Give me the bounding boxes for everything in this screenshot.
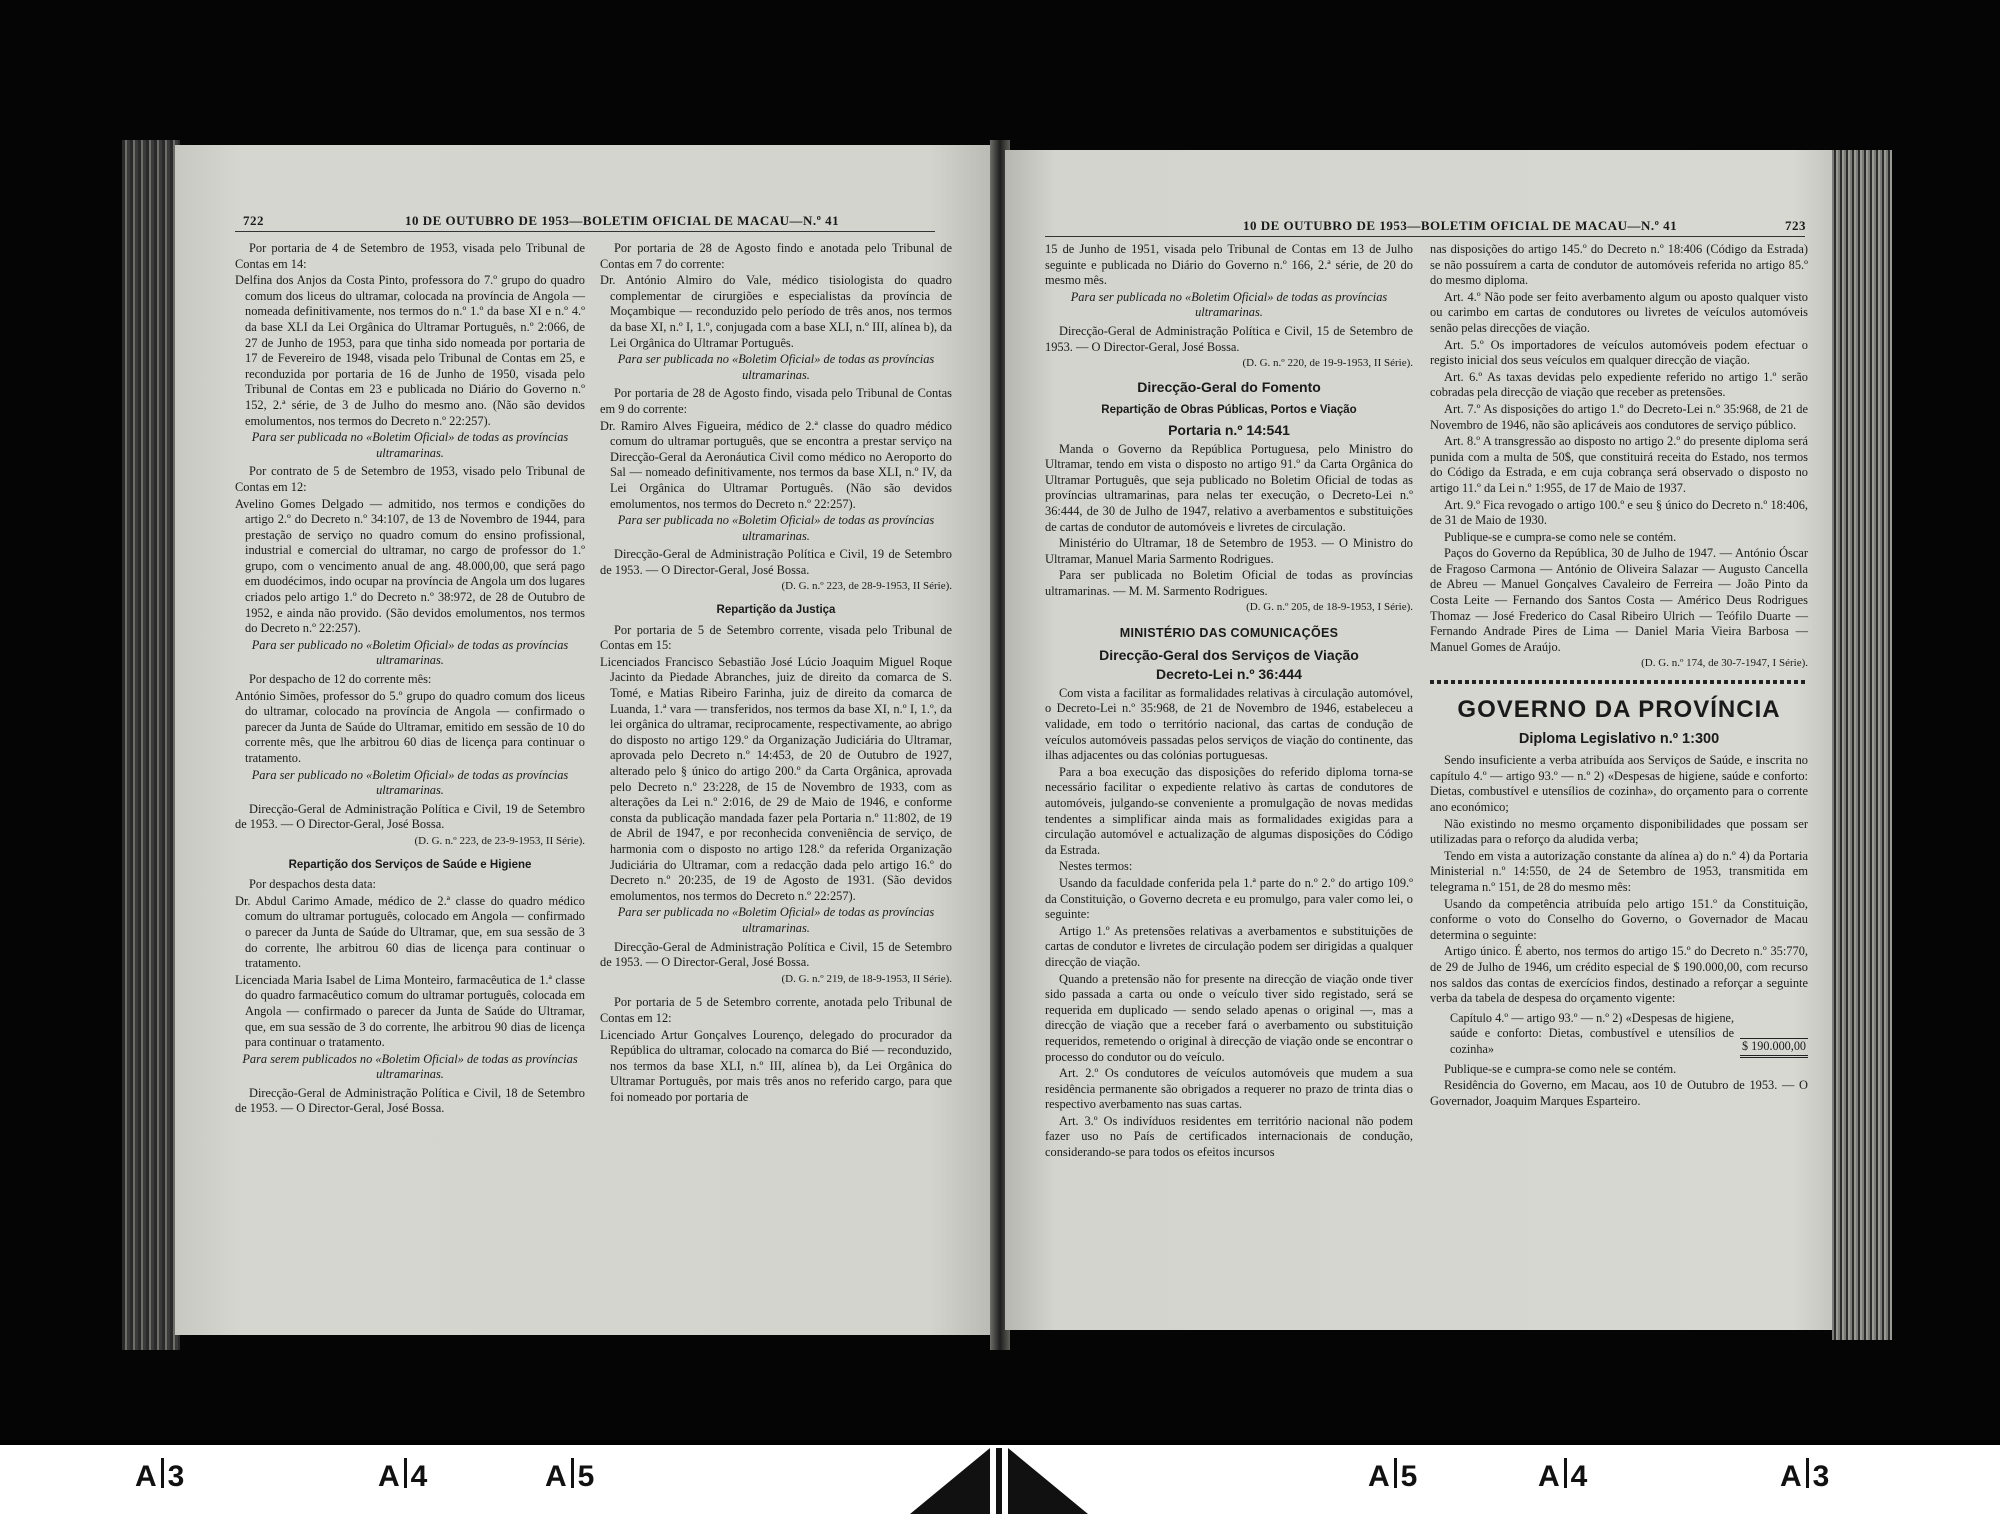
section-heading: Repartição da Justiça [716,604,836,617]
paragraph: Artigo 1.º As pretensões relativas a averbamentos e substituições de cartas de condutor e livretes de circulação podem ser dirigidas a qualquer direcção de viação. [1045,923,1413,969]
book-right-edge [1832,150,1892,1340]
entry: Licenciada Maria Isabel de Lima Monteiro, farmacêutica de 1.ª classe do quadro farmacêutico comum do ultramar português, colocada em Angola — confirmado o parecer da Junta de Saúde do Ultramar, que, em sua sessão de 3 do corrente, lhe arbitrou 90 dias de licença para continuar o tratamento. [235,972,585,1050]
publication-note: Para serem publicados no «Boletim Oficial» de todas as províncias ultramarinas. [242,1051,578,1082]
film-mark-a3-right: A 3 [1780,1460,1830,1493]
publication-note: Para ser publicado no «Boletim Oficial» de todas as províncias ultramarinas. [251,767,569,798]
entry: Dr. Ramiro Alves Figueira, médico de 2.ª classe do quadro médico comum do ultramar português, que se encontra a prestar serviço na Direcção-Geral da Aeronáutica Civil como médico no Aeroporto do Sal — nomeado definitivamente, nos termos da base XLI, n.º IV, da Lei Orgânica do Ultramar Português. (Não são devidos emolumentos, nos termos do Decreto n.º 22:257). [600,418,952,511]
paragraph: Tendo em vista a autorização constante da alínea a) do n.º 4) da Portaria Ministerial n.º 14:550, de 24 de Setembro de 1953, transmitida em telegrama n.º 151, de 28 do mesmo mês: [1430,848,1808,894]
paragraph: Art. 8.º A transgressão ao disposto no artigo 2.º do presente diploma será punida com a multa de 50$, que constituirá receita do Estado, nos termos do Código da Estrada, e em cuja cobrança será observado o disposto no artigo 11.º da Lei n.º 1:955, de 17 de Maio de 1937. [1430,434,1808,495]
entry: Dr. Abdul Carimo Amade, médico de 2.ª classe do quadro médico comum do ultramar português, colocado em Angola — confirmado o parecer da Junta de Saúde do Ultramar, que, em sua sessão de 3 do corrente, lhe arbitrou 60 dias de licença para continuar o tratamento. [235,893,585,971]
paragraph-continued: nas disposições do artigo 145.º do Decreto n.º 18:406 (Código da Estrada) se não possuírem a carta de condutor de automóveis referida no artigo 85.º do mesmo diploma. [1430,242,1808,288]
paragraph: Publique-se e cumpra-se como nele se contém. [1444,529,1677,544]
paragraph: Paços do Governo da República, 30 de Julho de 1947. — António Óscar de Fragoso Carmona — António de Oliveira Salazar — Augusto Cancella de Abreu — Manuel Gonçalves Cavaleiro de Ferreira — João Pinto da Costa Leite — Fernando dos Santos Costa — Américo Deus Rodrigues Thomaz — José Frederico do Casal Ribeiro Ulrich — Teófilo Duarte — Fernando Andrade Pires de Lima — Daniel Maria Vieira Barbosa — Manuel Gomes de Araújo. [1430,546,1808,654]
publication-note: Para ser publicada no «Boletim Oficial» de todas as províncias ultramarinas. [617,905,935,935]
publication-note: Para ser publicada no «Boletim Oficial» de todas as províncias ultramarinas. [1070,289,1388,320]
paragraph: Por portaria de 5 de Setembro corrente, anotada pelo Tribunal de Contas em 12: [600,995,952,1025]
page-number-left: 722 [243,213,264,228]
paragraph: Art. 4.º Não pode ser feito averbamento algum ou aposto qualquer visto ou carimbo em cartas de condutores ou livretes de veículos automóveis senão pelas direcções de viação. [1430,289,1808,335]
page-number-right: 723 [1785,218,1806,233]
header-rule [1045,236,1805,237]
paragraph-continued: 15 de Junho de 1951, visada pelo Tribunal de Contas em 13 de Julho seguinte e publicada no Diário do Governo n.º 166, 2.ª série, de 20 do mesmo mês. [1045,242,1413,288]
publication-note: Para ser publicada no «Boletim Oficial» de todas as províncias ultramarinas. [251,430,569,460]
paragraph: Sendo insuficiente a verba atribuída aos Serviços de Saúde, e inscrita no capítulo 4.º — artigo 93.º — n.º 2) «Despesas de higiene, saúde e conforto: Dietas, combustível e utensílios de cozinha», do orçamento para o corrente ano económico; [1430,753,1808,814]
paragraph: Art. 3.º Os indivíduos residentes em território nacional não podem fazer uso no País de certificados internacionais de condução, considerando-se para todos os efeitos incursos [1045,1113,1413,1160]
source-citation: (D. G. n.º 174, de 30-7-1947, I Série). [1641,657,1808,670]
paragraph: Artigo único. É aberto, nos termos do artigo 15.º do Decreto n.º 35:770, de 29 de Julho de 1946, um crédito especial de $ 190.000,00, com recurso nos saldos das contas de exercícios findos, destinado a reforçar a seguinte verba da tabela de despesa do orçamento vigente: [1430,944,1808,1006]
paragraph: Quando a pretensão não for presente na direcção de viação onde tiver sido passada a carta ou onde o veículo tiver sido registado, será se requerida em duplicado — sendo selado apenas o original —, mas a direcção de viação que a receber fará o averbamento ou substituição requeridos, remetendo o original à direcção de viação onde se encontrar o processo do condutor ou do veículo. [1045,971,1413,1064]
film-mark-a5-left: A 5 [545,1460,595,1493]
paragraph: Por portaria de 28 de Agosto findo, visada pelo Tribunal de Contas em 9 do corrente: [600,386,952,416]
running-head-right: 10 DE OUTUBRO DE 1953—BOLETIM OFICIAL DE MACAU—N.º 41 [1243,218,1678,233]
paragraph: Art. 7.º As disposições do artigo 1.º do Decreto-Lei n.º 35:968, de 21 de Novembro de 1946, não são aplicáveis aos condutores de serviço público. [1430,401,1808,432]
paragraph: Art. 2.º Os condutores de veículos automóveis que mudem a sua residência permanente são obrigados a requerer no prazo de trinta dias o respectivo averbamento nas suas cartas. [1045,1066,1413,1112]
paragraph: Publique-se e cumpra-se como nele se contém. [1444,1061,1677,1076]
paragraph: Para ser publicada no Boletim Oficial de todas as províncias ultramarinas. — M. M. Sarmento Rodrigues. [1045,568,1413,598]
paragraph: Art. 5.º Os importadores de veículos automóveis podem efectuar o registo inicial dos seus veículos em qualquer direcção de viação. [1430,337,1808,368]
directorate-heading: Direcção-Geral dos Serviços de Viação [1099,646,1359,663]
paragraph: Direcção-Geral de Administração Política e Civil, 15 de Setembro de 1953. — O Director-Geral, José Bossa. [1045,323,1413,354]
paragraph: Manda o Governo da República Portuguesa, pelo Ministro do Ultramar, tendo em vista o disposto no artigo 91.º da Carta Orgânica do Ultramar Português, que seja publicado no Boletim Oficial de todas as províncias ultramarinas, para nelas ter execução, o Decreto-Lei n.º 36:444, de 30 de Julho de 1947, relativo a averbamentos e substituições de cartas de condutor de automóveis e livretes de circulação. [1045,441,1413,534]
directorate-heading: Direcção-Geral do Fomento [1137,378,1321,395]
paragraph: Direcção-Geral de Administração Política e Civil, 19 de Setembro de 1953. — O Director-Geral, José Bossa. [600,547,952,577]
entry: António Simões, professor do 5.º grupo do quadro comum dos liceus do ultramar, colocado na província de Angola — confirmado o parecer da Junta de Saúde do Ultramar, emitido em sessão de 10 do corrente mês, que lhe arbitrou 60 dias de licença para continuar o tratamento. [235,688,585,765]
decree-title: Decreto-Lei n.º 36:444 [1156,666,1302,683]
ornamental-rule [1430,680,1808,684]
right-page [1005,150,1835,1330]
entry: Licenciado Artur Gonçalves Lourenço, delegado do procurador da República do ultramar, colocado na comarca do Bié — reconduzido, nos termos da base XLI, n.º III, alínea b), da Lei Orgânica do Ultramar Português, por mais três anos no referido cargo, para que foi nomeado por portaria de [600,1027,952,1104]
decree-title: Portaria n.º 14:541 [1168,421,1290,438]
publication-note: Para ser publicada no «Boletim Oficial» de todas as províncias ultramarinas. [617,513,935,543]
entry: Licenciados Francisco Sebastião José Lúcio Joaquim Miguel Roque Jacinto da Piedade Abranches, juiz de direito da comarca de S. Tomé, e Matias Ribeiro Farinha, juiz de direito da comarca de Luanda, 1.ª vara — transferidos, nos termos da base XI, n.º I, 1.º, da lei orgânica do ultramar, reciprocamente, respectivamente, ao abrigo do disposto no artigo 129.º da Organização Judiciária do Ultramar, aprovada pelo Decreto n.º 14:453, de 20 de Outubro de 1927, alterado pelo § único do artigo 200.º da Carta Orgânica, aprovada pelo Decreto n.º 23:228, de 15 de Novembro de 1933, com as alterações da Lei n.º 2:016, de 29 de Maio de 1946, e conforme consta da publicação mandada fazer pela Portaria n.º 11:802, de 19 de Abril de 1947, e por reconhecida conveniência de serviço, de harmonia com o disposto no artigo 128.º da referida Organização Judiciária do Ultramar, com a redacção dada pelo artigo 16.º do Decreto n.º 20:235, de 19 de Agosto de 1931. (São devidos emolumentos, nos termos do Decreto n.º 22:257). [600,654,952,903]
paragraph: Por contrato de 5 de Setembro de 1953, visado pelo Tribunal de Contas em 12: [235,464,585,494]
left-page-column-1 [235,241,585,1118]
header-rule [235,231,935,232]
right-page-column-1 [1045,242,1413,1162]
book-left-edge [122,140,180,1350]
paragraph: Não existindo no mesmo orçamento disponibilidades que possam ser utilizadas para o reforço da aludida verba; [1430,816,1808,847]
paragraph: Residência do Governo, em Macau, aos 10 de Outubro de 1953. — O Governador, Joaquim Marques Esparteiro. [1430,1078,1808,1108]
entry: Avelino Gomes Delgado — admitido, nos termos e condições do artigo 2.º do Decreto n.º 34:107, de 13 de Novembro de 1944, para prestação de serviço no quadro comum do ensino profissional, industrial e comercial do ultramar, no cargo de professor do 1.º grupo, com o vencimento anual de ang. 48.000,00, que será pago em duodécimos, indo ocupar na província de Angola um dos lugares criados pelo artigo 1.º do Decreto n.º 38:972, de 28 de Outubro de 1952, e ainda não provido. (São devidos emolumentos, nos termos do Decreto n.º 22:257). [235,496,585,636]
section-heading: Repartição de Obras Públicas, Portos e Viação [1101,404,1357,417]
paragraph: Ministério do Ultramar, 18 de Setembro de 1953. — O Ministro do Ultramar, Manuel Maria Sarmento Rodrigues. [1045,536,1413,566]
paragraph: Por despachos desta data: [249,877,376,892]
ministry-heading: MINISTÉRIO DAS COMUNICAÇÕES [1119,626,1339,641]
publication-note: Para ser publicada no «Boletim Oficial» de todas as províncias ultramarinas. [617,352,935,382]
film-mark-a3-left: A 3 [135,1460,185,1493]
paragraph: Direcção-Geral de Administração Política e Civil, 19 de Setembro de 1953. — O Director-Geral, José Bossa. [235,801,585,832]
budget-line [1450,1011,1808,1058]
left-page-column-2 [600,241,952,1106]
paragraph: Usando da competência atribuída pelo artigo 151.º da Constituição, conforme o voto do Conselho do Governo, o Governador de Macau determina o seguinte: [1430,896,1808,942]
left-page [175,145,995,1335]
source-citation: (D. G. n.º 219, de 18-9-1953, II Série). [781,972,952,985]
government-heading: GOVERNO DA PROVÍNCIA [1457,696,1781,724]
source-citation: (D. G. n.º 220, de 19-9-1953, II Série). [1242,357,1413,370]
budget-item: Capítulo 4.º — artigo 93.º — n.º 2) «Despesas de higiene, saúde e conforto: Dietas, combustível e utensílios de cozinha» [1450,1010,1735,1056]
budget-amount: $ 190.000,00 [1740,1038,1808,1058]
paragraph: Com vista a facilitar as formalidades relativas à circulação automóvel, o Decreto-Lei n.º 35:968, de 21 de Novembro de 1946, estabeleceu a validade, em todo o território nacional, das cartas de condução de veículos automóveis passadas pelos serviços de viação do continente, das ilhas adjacentes ou das colónias portuguesas. [1045,685,1413,763]
paragraph: Por portaria de 28 de Agosto findo e anotada pelo Tribunal de Contas em 7 do corrente: [600,241,952,271]
paragraph: Por despacho de 12 do corrente mês: [249,672,432,687]
paragraph: Para a boa execução das disposições do referido diploma torna-se necessário facilitar o expediente relativo às cartas de condutores de automóveis, julgando-se conveniente a promulgação de novas medidas tendentes a simplificar ainda mais as formalidades exigidas para a circulação automóvel e actualização de algumas disposições do Código da Estrada. [1045,764,1413,857]
publication-note: Para ser publicado no «Boletim Oficial» de todas as províncias ultramarinas. [251,637,569,668]
section-heading: Repartição dos Serviços de Saúde e Higiene [288,858,532,871]
entry: Delfina dos Anjos da Costa Pinto, professora do 7.º grupo do quadro comum dos liceus do ultramar, colocada na província de Angola — nomeada definitivamente, nos termos do n.º 1.º da base XI e n.º 4.º da base XLI da Lei Orgânica do Ultramar Português, n.º 2:066, de 27 de Junho de 1953, para que tinha sido nomeada por portaria de 17 de Fevereiro de 1948, visada pelo Tribunal de Contas em 25, e reconduzida por portaria de 16 de Junho de 1950, visada pelo Tribunal de Contas em 23 e publicada no Diário do Governo n.º 152, 2.ª série, de 3 de Julho do mesmo ano. (Não são devidos emolumentos, nos termos do Decreto n.º 22:257). [235,273,585,428]
source-citation: (D. G. n.º 223, de 28-9-1953, II Série). [781,580,952,593]
film-mark-a4-right: A 4 [1538,1460,1588,1493]
paragraph: Nestes termos: [1059,859,1133,874]
running-head-left: 10 DE OUTUBRO DE 1953—BOLETIM OFICIAL DE MACAU—N.º 41 [405,213,840,228]
film-mark-a4-left: A 4 [378,1460,428,1493]
right-page-column-2 [1430,242,1808,1110]
paragraph: Por portaria de 4 de Setembro de 1953, visada pelo Tribunal de Contas em 14: [235,241,585,271]
source-citation: (D. G. n.º 205, de 18-9-1953, I Série). [1246,601,1413,614]
paragraph: Art. 9.º Fica revogado o artigo 100.º e seu § único do Decreto n.º 18:406, de 31 de Maio de 1930. [1430,497,1808,528]
film-mark-a5-right: A 5 [1368,1460,1418,1493]
source-citation: (D. G. n.º 223, de 23-9-1953, II Série). [414,834,585,847]
paragraph: Direcção-Geral de Administração Política e Civil, 15 de Setembro de 1953. — O Director-Geral, José Bossa. [600,939,952,970]
frame-center-arrows [910,1448,1090,1514]
entry: Dr. António Almiro do Vale, médico tisiologista do quadro complementar de cirurgiões e especialistas da província de Moçambique — reconduzido pelo período de três anos, nos termos da base XI, n.º I, 1.º, conjugada com a base XLI, n.º III, alínea b), da Lei Orgânica do Ultramar Português. [600,273,952,350]
paragraph: Por portaria de 5 de Setembro corrente, visada pelo Tribunal de Contas em 15: [600,622,952,653]
paragraph: Direcção-Geral de Administração Política e Civil, 18 de Setembro de 1953. — O Director-Geral, José Bossa. [235,1085,585,1116]
paragraph: Usando da faculdade conferida pela 1.ª parte do n.º 2.º do artigo 109.º da Constituição, o Governo decreta e eu promulgo, para valer como lei, o seguinte: [1045,875,1413,922]
paragraph: Art. 6.º As taxas devidas pelo expediente referido no artigo 1.º serão cobradas pela direcção de viação que receber as pretensões. [1430,369,1808,400]
diploma-title: Diploma Legislativo n.º 1:300 [1518,730,1720,747]
